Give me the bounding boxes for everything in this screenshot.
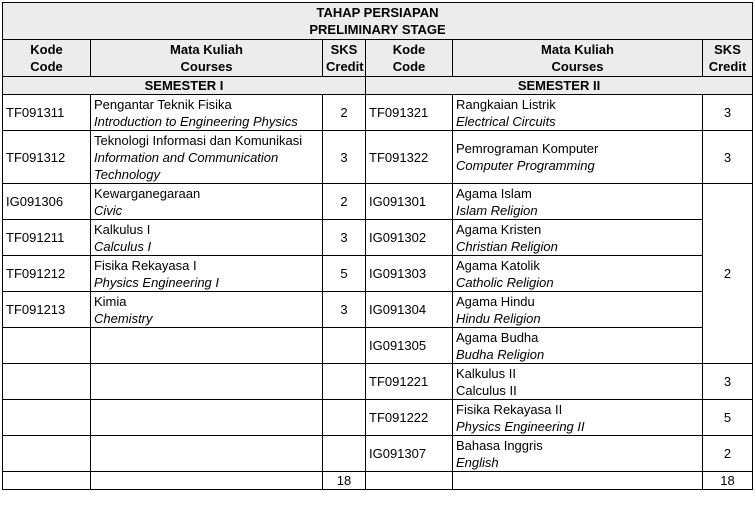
- s2-code: TF091322: [366, 131, 453, 184]
- s1-course-empty: [91, 364, 323, 400]
- s1-course-empty: [91, 436, 323, 472]
- s1-code-empty: [3, 436, 91, 472]
- s1-code: TF091213: [3, 292, 91, 328]
- s2-total-credit: 18: [703, 472, 753, 490]
- s2-code: IG091302: [366, 220, 453, 256]
- s2-credit: 5: [703, 400, 753, 436]
- table-row: [3, 400, 753, 436]
- s1-course: Kewarganegaraan Civic: [91, 184, 323, 220]
- s2-code: IG091304: [366, 292, 453, 328]
- title-line1: TAHAP PERSIAPAN: [316, 5, 439, 20]
- curriculum-table: [2, 2, 753, 490]
- header-code-sem1: Kode Code: [3, 40, 91, 77]
- s2-credit: 3: [703, 95, 753, 131]
- header-course-sem1: Mata Kuliah Courses: [91, 40, 323, 77]
- s1-credit: 3: [323, 220, 366, 256]
- column-header-row: [3, 40, 753, 77]
- semester-header-row: [3, 77, 753, 95]
- s2-code: TF091222: [366, 400, 453, 436]
- s2-course: Agama Budha Budha Religion: [453, 328, 703, 364]
- s1-total-credit: 18: [323, 472, 366, 490]
- s1-course: Fisika Rekayasa I Physics Engineering I: [91, 256, 323, 292]
- s1-credit-empty: [323, 328, 366, 364]
- s1-total-code-empty: [3, 472, 91, 490]
- s1-code: IG091306: [3, 184, 91, 220]
- s2-credit: 2: [703, 436, 753, 472]
- s2-credit: 3: [703, 131, 753, 184]
- s2-course: Fisika Rekayasa II Physics Engineering II: [453, 400, 703, 436]
- table-row: [3, 292, 753, 328]
- s2-code: TF091321: [366, 95, 453, 131]
- s2-code: IG091303: [366, 256, 453, 292]
- s2-course: Agama Katolik Catholic Religion: [453, 256, 703, 292]
- s2-code: IG091301: [366, 184, 453, 220]
- header-course-sem2: Mata Kuliah Courses: [453, 40, 703, 77]
- s1-code: TF091211: [3, 220, 91, 256]
- s1-course-empty: [91, 328, 323, 364]
- s1-code: TF091212: [3, 256, 91, 292]
- s1-code-empty: [3, 364, 91, 400]
- table-row: [3, 364, 753, 400]
- header-credit-sem2: SKS Credit: [703, 40, 753, 77]
- table-row: [3, 256, 753, 292]
- semester1-label: SEMESTER I: [3, 77, 366, 95]
- s2-course: Agama Hindu Hindu Religion: [453, 292, 703, 328]
- total-row: [3, 472, 753, 490]
- s2-credit: 3: [703, 364, 753, 400]
- s2-course: Pemrograman Komputer Computer Programming: [453, 131, 703, 184]
- s2-course: Rangkaian Listrik Electrical Circuits: [453, 95, 703, 131]
- s1-course-empty: [91, 400, 323, 436]
- table-row: [3, 328, 753, 364]
- s1-credit-empty: [323, 400, 366, 436]
- s1-credit: 2: [323, 95, 366, 131]
- s1-credit-empty: [323, 436, 366, 472]
- s2-course: Agama Kristen Christian Religion: [453, 220, 703, 256]
- s1-credit: 3: [323, 292, 366, 328]
- s2-total-course-empty: [453, 472, 703, 490]
- s2-course: Agama Islam Islam Religion: [453, 184, 703, 220]
- s1-course: Pengantar Teknik Fisika Introduction to Engineering Physics: [91, 95, 323, 131]
- s1-code-empty: [3, 328, 91, 364]
- s2-course: Bahasa Inggris English: [453, 436, 703, 472]
- table-row: [3, 95, 753, 131]
- header-code-sem2: Kode Code: [366, 40, 453, 77]
- s1-code: TF091311: [3, 95, 91, 131]
- table-row: [3, 131, 753, 184]
- header-credit-sem1: SKS Credit: [323, 40, 366, 77]
- table-row: [3, 220, 753, 256]
- s2-course: Kalkulus II Calculus II: [453, 364, 703, 400]
- s2-total-code-empty: [366, 472, 453, 490]
- s2-code: IG091305: [366, 328, 453, 364]
- s1-course: Teknologi Informasi dan Komunikasi Information and Communication Technology: [91, 131, 323, 184]
- s2-code: TF091221: [366, 364, 453, 400]
- s1-credit: 3: [323, 131, 366, 184]
- s1-code: TF091312: [3, 131, 91, 184]
- table-row: [3, 184, 753, 220]
- religion-credit: 2: [703, 184, 753, 364]
- s1-credit-empty: [323, 364, 366, 400]
- s1-credit: 2: [323, 184, 366, 220]
- semester2-label: SEMESTER II: [366, 77, 753, 95]
- s1-course: Kalkulus I Calculus I: [91, 220, 323, 256]
- s1-course: Kimia Chemistry: [91, 292, 323, 328]
- table-title: [3, 3, 753, 40]
- s1-total-course-empty: [91, 472, 323, 490]
- table-row: [3, 436, 753, 472]
- title-line2: PRELIMINARY STAGE: [309, 22, 446, 37]
- s1-code-empty: [3, 400, 91, 436]
- title-row: [3, 3, 753, 40]
- s2-code: IG091307: [366, 436, 453, 472]
- s1-credit: 5: [323, 256, 366, 292]
